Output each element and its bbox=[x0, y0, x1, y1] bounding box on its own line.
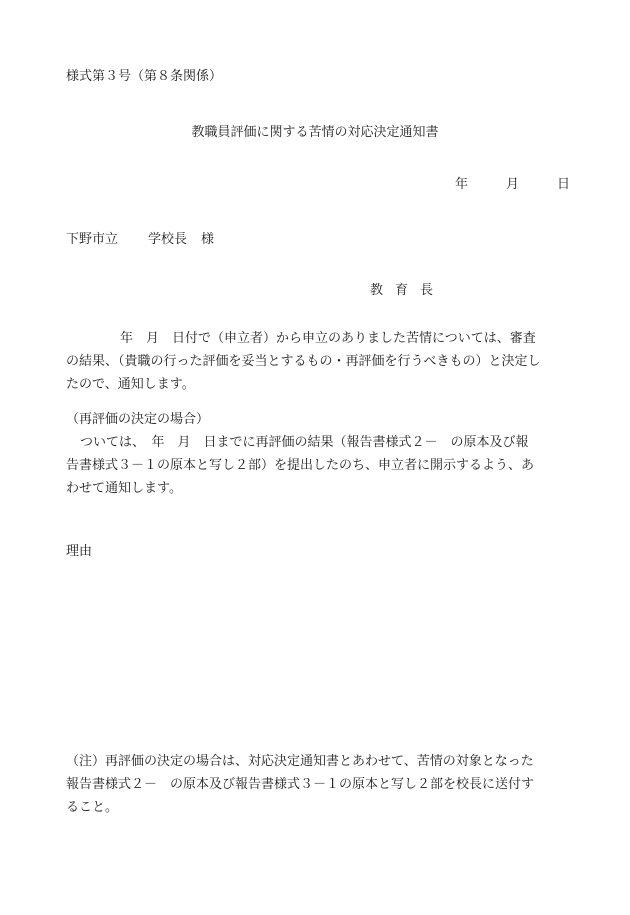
main-paragraph-line-3: たので、通知します。 bbox=[66, 377, 195, 392]
note-line-2: 報告書様式２－ の原本及び報告書様式３－１の原本と写し２部を校長に送付す bbox=[66, 777, 535, 792]
reevaluation-line-3: わせて通知します。 bbox=[66, 481, 182, 496]
date-line bbox=[455, 176, 570, 194]
month-label: 月 bbox=[505, 177, 519, 192]
sender: 教育長 bbox=[370, 283, 446, 298]
form-number: 様式第３号（第８条関係） bbox=[66, 69, 223, 84]
main-paragraph bbox=[66, 327, 574, 396]
year-label: 年 bbox=[454, 177, 468, 192]
addressee-honorific: 様 bbox=[201, 232, 215, 247]
addressee bbox=[66, 231, 214, 249]
day-label: 日 bbox=[556, 177, 570, 192]
addressee-title: 学校長 bbox=[148, 232, 188, 247]
main-paragraph-line-1: 年 月 日付で（申立者）から申立のありました苦情については、審査 bbox=[120, 331, 536, 346]
reevaluation-line-2: 告書様式３－１の原本と写し２部）を提出したのち、申立者に開示するよう、あ bbox=[66, 458, 535, 473]
reason-label: 理由 bbox=[66, 544, 93, 559]
addressee-city: 下野市立 bbox=[66, 232, 119, 247]
note-section bbox=[66, 750, 574, 819]
document-title: 教職員評価に関する苦情の対応決定通知書 bbox=[191, 125, 439, 140]
reevaluation-line-1: ついては、 年 月 日までに再評価の結果（報告書様式２－ の原本及び報 bbox=[80, 435, 529, 450]
note-line-3: ること。 bbox=[66, 800, 119, 815]
reevaluation-heading: （再評価の決定の場合） bbox=[66, 412, 210, 427]
reevaluation-section bbox=[66, 408, 574, 500]
main-paragraph-line-2: の結果、（貴職の行った評価を妥当とするもの・再評価を行うべきもの）と決定し bbox=[66, 354, 541, 369]
note-line-1: （注）再評価の決定の場合は、対応決定通知書とあわせて、苦情の対象となった bbox=[66, 754, 534, 769]
